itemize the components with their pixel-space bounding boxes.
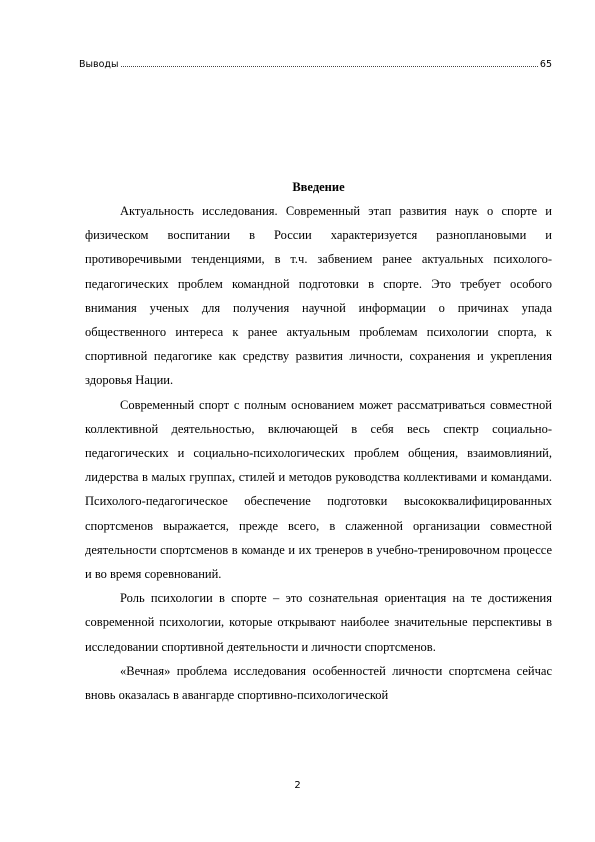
page-number: 2	[294, 780, 301, 791]
document-body	[85, 178, 552, 707]
toc-leader-dots	[121, 65, 538, 67]
paragraph: Современный спорт с полным основанием может рассматриваться совместной коллективной деятельностью, включающей в себя весь спектр социально-педагогических и социально-психологических проблем общения, взаимовлияний, лидерства в малых группах, стилей и методов руководства коллективами и командами. Психолого-педагогическое обеспечение подготовки высококвалифицированных спортсменов выражается, прежде всего, в слаженной организации совместной деятельности спортсменов в команде и их тренеров в учебно-тренировочном процессе и во время соревнований.	[85, 397, 552, 582]
paragraph: Роль психологии в спорте – это сознательная ориентация на те достижения современной психологии, которые открывают наиболее значительные перспективы в исследовании спортивной деятельности и личности спортсменов.	[85, 591, 552, 654]
paragraph: «Вечная» проблема исследования особенностей личности спортсмена сейчас вновь оказалась в авангарде спортивно-психологической	[85, 663, 552, 703]
section-heading: Введение	[292, 180, 345, 194]
toc-entry[interactable]	[79, 56, 552, 70]
toc-entry-title: Выводы	[79, 59, 119, 70]
toc-entry-page: 65	[539, 59, 552, 70]
paragraph: Актуальность исследования. Современный этап развития наук о спорте и физическом воспитании в России характеризуется разноплановыми и противоречивыми тенденциями, в т.ч. забвением ранее актуальных психолого-педагогических проблем командной подготовки в спорте. Это требует особого внимания ученых для получения научной информации о причинах упада общественного интереса к ранее актуальным проблемам психологии спорта, к спортивной педагогике как средству развития личности, сохранения и укрепления здоровья Нации.	[85, 204, 552, 388]
